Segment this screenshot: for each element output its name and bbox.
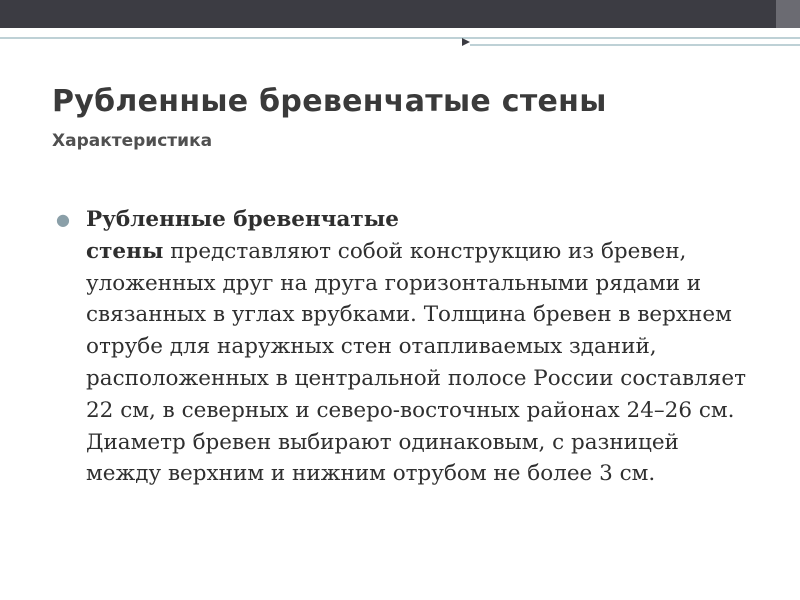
slide-content xyxy=(50,204,750,490)
bullet-lead-line2: стены xyxy=(86,238,164,264)
decorative-lines xyxy=(0,28,800,68)
header-bar xyxy=(0,0,800,28)
bullet-text xyxy=(86,204,746,490)
list-item xyxy=(50,204,750,490)
bullet-body: представляют собой конструкцию из бревен, уложенных друг на друга горизонтальными рядами и связанных в углах врубками. Толщина бревен в верхнем отрубе для наружных стен отапливаемых зданий, расположенных в центральной полосе России составляет 22 см, в северных и северо-восточных районах 24–26 см. Диаметр бревен выбирают одинаковым, с разницей между верхним и нижним отрубом не более 3 см. xyxy=(86,238,746,487)
title-block xyxy=(52,84,772,151)
header-bar-accent xyxy=(776,0,800,28)
page-title: Рубленные бревенчатые стены xyxy=(52,84,607,119)
bullet-icon: ● xyxy=(56,210,70,229)
page-subtitle: Характеристика xyxy=(52,131,213,151)
bullet-lead-line1: Рубленные бревенчатые xyxy=(86,207,399,232)
